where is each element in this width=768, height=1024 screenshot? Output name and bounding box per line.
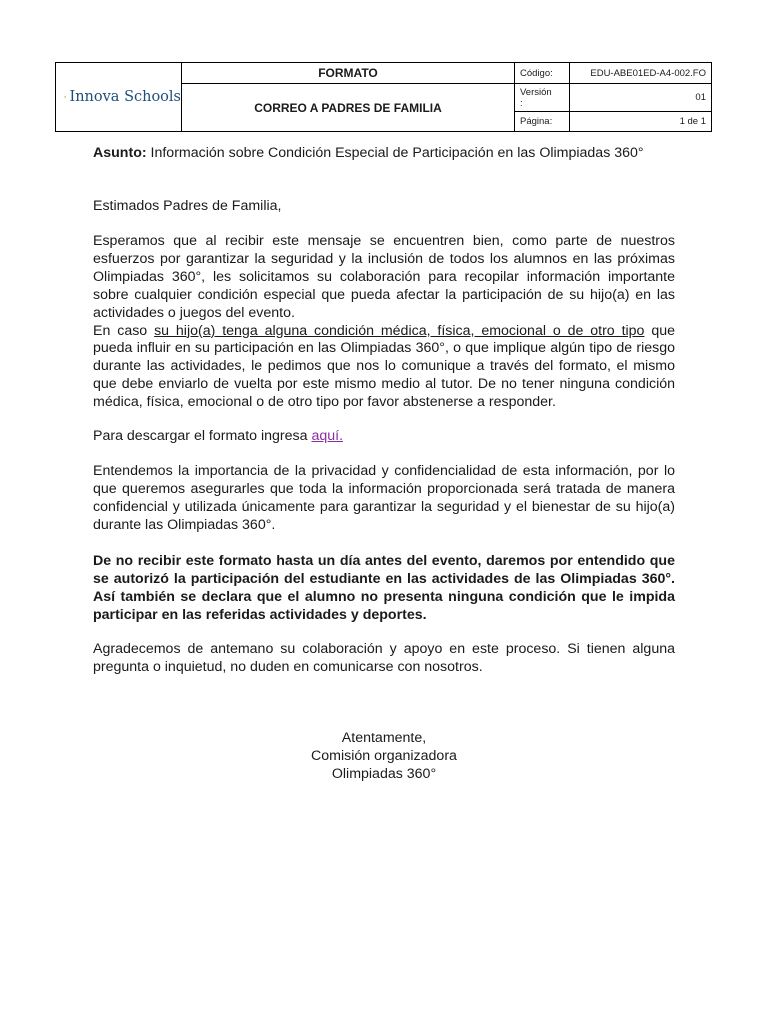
code-value: EDU-ABE01ED-A4-002.FO (570, 63, 712, 84)
innova-schools-logo (56, 63, 181, 131)
closing: Atentamente, (341, 730, 427, 746)
download-text: Para descargar el formato ingresa (93, 428, 312, 444)
paragraph-condition-post: que pueda influir en su participación en las Olimpiadas 360°, o que implique algún tipo de riesgo durante las actividades, le pedimos que nos lo comunique a través del formato, el mismo que debe enviarlo de vuelta por este mismo medio al tutor. De no tener ninguna condición médica, física, emocional o de otro tipo por favor abstenerse a responder. (93, 322, 675, 411)
signature-event: Olimpiadas 360° (331, 765, 437, 782)
signature-block (250, 730, 518, 784)
paragraph-intro-text: Esperamos que al recibir este mensaje se encuentren bien, como parte de nuestros esfuerzos por garantizar la seguridad y la inclusión de todos los alumnos en las próximas Olimpiadas 360°, les solicitamos su colaboración para recopilar información importante sobre cualquier condición especial que pueda afectar la participación de su hijo(a) en las actividades o juegos del evento. (93, 233, 675, 321)
paragraph-condition-pre: En caso (93, 322, 155, 339)
format-label: FORMATO (182, 63, 515, 84)
version-label: Versión (520, 86, 552, 98)
version-label-cell (515, 84, 570, 112)
greeting: Estimados Padres de Familia, (93, 198, 282, 214)
document-header-table (55, 62, 712, 132)
page-label: Página: (515, 112, 570, 132)
code-label: Código: (515, 63, 570, 84)
logo-cell (56, 63, 182, 132)
paragraph-download (93, 428, 675, 446)
paragraph-thanks: Agradecemos de antemano su colaboración y apoyo en este proceso. Si tienen alguna pregunta o inquietud, no duden en comunicarse con nosotros. (93, 641, 675, 675)
subject-text: Información sobre Condición Especial de Participación en las Olimpiadas 360° (146, 145, 644, 161)
subject-line (93, 145, 675, 163)
logo-text: Innova Schools (69, 89, 181, 105)
paragraph-intro (93, 233, 675, 412)
signature-org: Comisión organizadora (311, 747, 457, 764)
subject-label: Asunto: (93, 145, 147, 161)
page-value: 1 de 1 (570, 112, 712, 132)
paragraph-condition-underlined: su hijo(a) tenga alguna condición médica, física, emocional o de otro tipo (154, 322, 645, 339)
paragraph-authorization-notice: De no recibir este formato hasta un día antes del evento, daremos por entendido que se autorizó la participación del estudiante en las actividades de las Olimpiadas 360°. Así también se declara que el alumno no presenta ninguna condición que le impida participar en las referidas actividades y deportes. (93, 553, 675, 623)
download-link[interactable]: aquí. (311, 428, 344, 444)
innova-leaf-icon (64, 82, 66, 112)
paragraph-privacy: Entendemos la importancia de la privacidad y confidencialidad de esta información, por lo que queremos asegurarles que toda la información proporcionada será tratada de manera confidencial y utilizada únicamente para garantizar la seguridad y el bienestar de su hijo(a) durante las Olimpiadas 360°. (93, 463, 675, 533)
document-title: CORREO A PADRES DE FAMILIA (182, 84, 515, 132)
version-colon: : (520, 97, 523, 109)
version-value: 01 (570, 84, 712, 112)
